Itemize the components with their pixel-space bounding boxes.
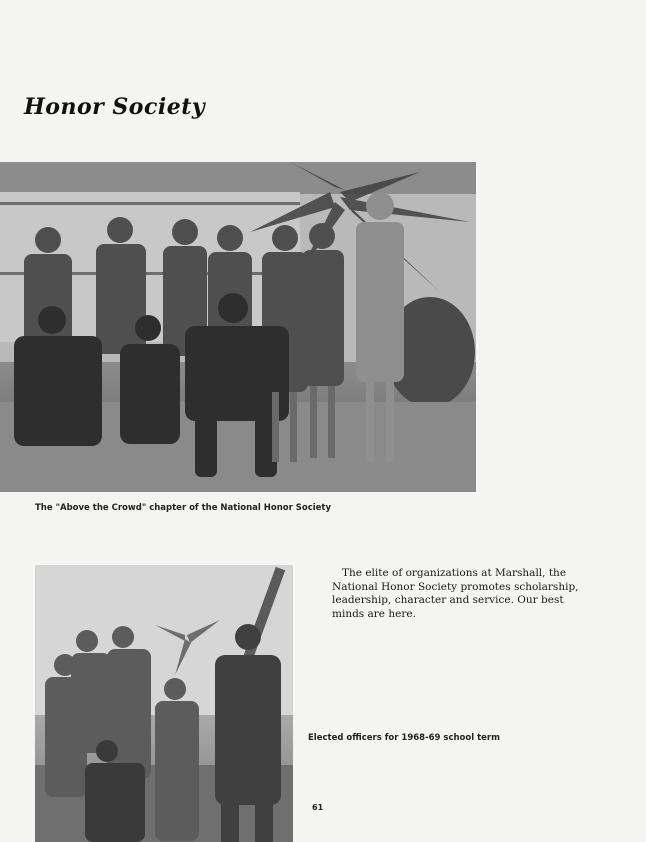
officers-photo xyxy=(35,565,293,842)
page-number: 61 xyxy=(312,803,324,812)
group-photo-caption: The "Above the Crowd" chapter of the National Honor Society xyxy=(35,503,332,513)
body-paragraph: The elite of organizations at Marshall, the National Honor Society promotes scholarship, leadership, character and service. Our best minds are here. xyxy=(332,567,579,620)
group-photo xyxy=(0,162,476,492)
page-heading: Honor Society xyxy=(24,94,206,120)
officers-photo-caption: Elected officers for 1968-69 school term xyxy=(308,733,500,743)
